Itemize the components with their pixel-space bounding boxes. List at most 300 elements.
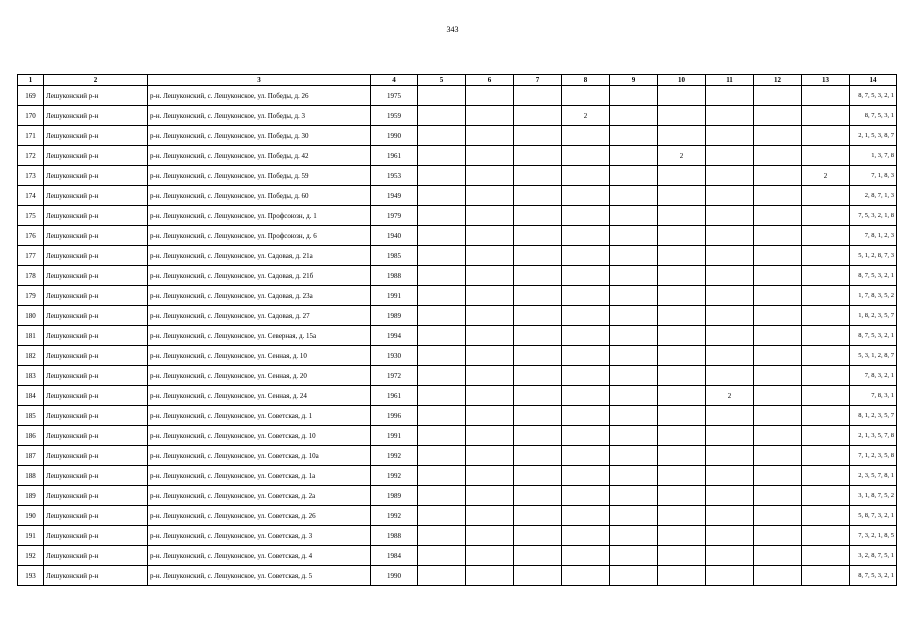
- district-cell: Лешуконский р-н: [44, 566, 148, 586]
- value-cell-5: [418, 526, 466, 546]
- value-cell-13: [802, 526, 850, 546]
- value-cell-9: [610, 506, 658, 526]
- year-cell: 1989: [371, 486, 418, 506]
- value-cell-11: [706, 86, 754, 106]
- year-cell: 1984: [371, 546, 418, 566]
- value-cell-11: [706, 266, 754, 286]
- value-cell-8: [562, 126, 610, 146]
- value-cell-13: [802, 286, 850, 306]
- year-cell: 1990: [371, 126, 418, 146]
- year-cell: 1949: [371, 186, 418, 206]
- row-number-cell: 174: [18, 186, 44, 206]
- value-cell-12: [754, 146, 802, 166]
- value-cell-6: [466, 306, 514, 326]
- district-cell: Лешуконский р-н: [44, 226, 148, 246]
- value-cell-13: [802, 126, 850, 146]
- value-cell-6: [466, 546, 514, 566]
- sequence-cell: 1, 3, 7, 8: [850, 146, 897, 166]
- value-cell-8: [562, 506, 610, 526]
- value-cell-9: [610, 386, 658, 406]
- value-cell-13: [802, 206, 850, 226]
- value-cell-12: [754, 486, 802, 506]
- value-cell-11: [706, 526, 754, 546]
- district-cell: Лешуконский р-н: [44, 206, 148, 226]
- value-cell-6: [466, 426, 514, 446]
- value-cell-11: [706, 366, 754, 386]
- value-cell-8: [562, 426, 610, 446]
- value-cell-5: [418, 546, 466, 566]
- value-cell-6: [466, 386, 514, 406]
- address-cell: р-н. Лешуконский, с. Лешуконское, ул. Сенная, д. 20: [148, 366, 371, 386]
- address-cell: р-н. Лешуконский, с. Лешуконское, ул. Сенная, д. 24: [148, 386, 371, 406]
- value-cell-8: [562, 406, 610, 426]
- district-cell: Лешуконский р-н: [44, 346, 148, 366]
- row-number-cell: 182: [18, 346, 44, 366]
- value-cell-12: [754, 386, 802, 406]
- table-row: [18, 406, 897, 426]
- year-cell: 1940: [371, 226, 418, 246]
- value-cell-12: [754, 206, 802, 226]
- row-number-cell: 185: [18, 406, 44, 426]
- value-cell-7: [514, 386, 562, 406]
- row-number-cell: 179: [18, 286, 44, 306]
- year-cell: 1930: [371, 346, 418, 366]
- year-cell: 1989: [371, 306, 418, 326]
- value-cell-7: [514, 286, 562, 306]
- address-cell: р-н. Лешуконский, с. Лешуконское, ул. Профсоюзн, д. 6: [148, 226, 371, 246]
- value-cell-11: [706, 426, 754, 446]
- value-cell-8: [562, 166, 610, 186]
- address-cell: р-н. Лешуконский, с. Лешуконское, ул. Советская, д. 2а: [148, 486, 371, 506]
- value-cell-11: [706, 566, 754, 586]
- year-cell: 1992: [371, 446, 418, 466]
- year-cell: 1985: [371, 246, 418, 266]
- column-header-4: 4: [371, 75, 418, 86]
- district-cell: Лешуконский р-н: [44, 266, 148, 286]
- registry-table: [17, 74, 897, 586]
- value-cell-5: [418, 306, 466, 326]
- row-number-cell: 189: [18, 486, 44, 506]
- value-cell-6: [466, 366, 514, 386]
- sequence-cell: 5, 1, 2, 8, 7, 3: [850, 246, 897, 266]
- address-cell: р-н. Лешуконский, с. Лешуконское, ул. Победы, д. 30: [148, 126, 371, 146]
- value-cell-6: [466, 146, 514, 166]
- column-header-5: 5: [418, 75, 466, 86]
- value-cell-13: [802, 546, 850, 566]
- value-cell-10: [658, 166, 706, 186]
- value-cell-5: [418, 286, 466, 306]
- column-header-3: 3: [148, 75, 371, 86]
- value-cell-12: [754, 226, 802, 246]
- value-cell-8: [562, 486, 610, 506]
- sequence-cell: 3, 2, 8, 7, 5, 1: [850, 546, 897, 566]
- value-cell-10: [658, 186, 706, 206]
- value-cell-11: [706, 106, 754, 126]
- address-cell: р-н. Лешуконский, с. Лешуконское, ул. Садовая, д. 21б: [148, 266, 371, 286]
- district-cell: Лешуконский р-н: [44, 306, 148, 326]
- value-cell-12: [754, 446, 802, 466]
- value-cell-8: [562, 446, 610, 466]
- value-cell-8: [562, 146, 610, 166]
- value-cell-6: [466, 406, 514, 426]
- address-cell: р-н. Лешуконский, с. Лешуконское, ул. Советская, д. 1а: [148, 466, 371, 486]
- value-cell-11: [706, 466, 754, 486]
- value-cell-5: [418, 166, 466, 186]
- value-cell-10: [658, 486, 706, 506]
- district-cell: Лешуконский р-н: [44, 466, 148, 486]
- value-cell-10: [658, 566, 706, 586]
- table-row: [18, 506, 897, 526]
- table-row: [18, 206, 897, 226]
- value-cell-5: [418, 566, 466, 586]
- value-cell-7: [514, 526, 562, 546]
- value-cell-9: [610, 166, 658, 186]
- row-number-cell: 176: [18, 226, 44, 246]
- sequence-cell: 8, 7, 5, 3, 1: [850, 106, 897, 126]
- value-cell-7: [514, 506, 562, 526]
- value-cell-11: [706, 546, 754, 566]
- value-cell-13: [802, 106, 850, 126]
- value-cell-7: [514, 546, 562, 566]
- district-cell: Лешуконский р-н: [44, 366, 148, 386]
- value-cell-8: [562, 346, 610, 366]
- row-number-cell: 187: [18, 446, 44, 466]
- value-cell-6: [466, 486, 514, 506]
- value-cell-9: [610, 426, 658, 446]
- page-number: 343: [446, 25, 459, 34]
- value-cell-9: [610, 306, 658, 326]
- row-number-cell: 171: [18, 126, 44, 146]
- column-header-14: 14: [850, 75, 897, 86]
- value-cell-7: [514, 226, 562, 246]
- value-cell-6: [466, 346, 514, 366]
- district-cell: Лешуконский р-н: [44, 426, 148, 446]
- value-cell-9: [610, 146, 658, 166]
- table-row: [18, 486, 897, 506]
- value-cell-6: [466, 506, 514, 526]
- value-cell-11: [706, 406, 754, 426]
- district-cell: Лешуконский р-н: [44, 126, 148, 146]
- value-cell-12: [754, 286, 802, 306]
- value-cell-6: [466, 86, 514, 106]
- column-header-6: 6: [466, 75, 514, 86]
- district-cell: Лешуконский р-н: [44, 526, 148, 546]
- value-cell-7: [514, 466, 562, 486]
- table-row: [18, 306, 897, 326]
- value-cell-7: [514, 266, 562, 286]
- row-number-cell: 191: [18, 526, 44, 546]
- address-cell: р-н. Лешуконский, с. Лешуконское, ул. Победы, д. 42: [148, 146, 371, 166]
- value-cell-13: [802, 326, 850, 346]
- value-cell-12: [754, 466, 802, 486]
- column-header-7: 7: [514, 75, 562, 86]
- sequence-cell: 5, 8, 7, 3, 2, 1: [850, 506, 897, 526]
- value-cell-8: [562, 386, 610, 406]
- value-cell-7: [514, 106, 562, 126]
- value-cell-8: [562, 286, 610, 306]
- value-cell-12: [754, 526, 802, 546]
- sequence-cell: 2, 1, 5, 3, 8, 7: [850, 126, 897, 146]
- value-cell-6: [466, 566, 514, 586]
- value-cell-7: [514, 446, 562, 466]
- value-cell-10: [658, 406, 706, 426]
- value-cell-11: [706, 446, 754, 466]
- value-cell-9: [610, 486, 658, 506]
- value-cell-10: [658, 546, 706, 566]
- table-row: [18, 166, 897, 186]
- value-cell-10: 2: [658, 146, 706, 166]
- table-row: [18, 366, 897, 386]
- value-cell-8: [562, 466, 610, 486]
- value-cell-9: [610, 526, 658, 546]
- year-cell: 1972: [371, 366, 418, 386]
- value-cell-9: [610, 366, 658, 386]
- table-row: [18, 266, 897, 286]
- year-cell: 1990: [371, 566, 418, 586]
- address-cell: р-н. Лешуконский, с. Лешуконское, ул. Советская, д. 5: [148, 566, 371, 586]
- value-cell-13: [802, 246, 850, 266]
- sequence-cell: 8, 7, 5, 3, 2, 1: [850, 86, 897, 106]
- value-cell-5: [418, 366, 466, 386]
- address-cell: р-н. Лешуконский, с. Лешуконское, ул. Советская, д. 1: [148, 406, 371, 426]
- value-cell-5: [418, 386, 466, 406]
- value-cell-10: [658, 466, 706, 486]
- row-number-cell: 169: [18, 86, 44, 106]
- value-cell-13: [802, 506, 850, 526]
- value-cell-10: [658, 226, 706, 246]
- district-cell: Лешуконский р-н: [44, 146, 148, 166]
- address-cell: р-н. Лешуконский, с. Лешуконское, ул. Садовая, д. 23а: [148, 286, 371, 306]
- value-cell-5: [418, 346, 466, 366]
- value-cell-7: [514, 186, 562, 206]
- address-cell: р-н. Лешуконский, с. Лешуконское, ул. Советская, д. 3: [148, 526, 371, 546]
- value-cell-13: [802, 186, 850, 206]
- table-row: [18, 346, 897, 366]
- sequence-cell: 8, 1, 2, 3, 5, 7: [850, 406, 897, 426]
- value-cell-12: [754, 266, 802, 286]
- value-cell-9: [610, 226, 658, 246]
- value-cell-5: [418, 226, 466, 246]
- value-cell-12: [754, 326, 802, 346]
- table-row: [18, 566, 897, 586]
- district-cell: Лешуконский р-н: [44, 106, 148, 126]
- value-cell-11: [706, 506, 754, 526]
- sequence-cell: 7, 3, 2, 1, 8, 5: [850, 526, 897, 546]
- value-cell-9: [610, 106, 658, 126]
- value-cell-13: [802, 486, 850, 506]
- sequence-cell: 2, 1, 3, 5, 7, 8: [850, 426, 897, 446]
- district-cell: Лешуконский р-н: [44, 486, 148, 506]
- value-cell-10: [658, 366, 706, 386]
- column-header-10: 10: [658, 75, 706, 86]
- value-cell-8: [562, 326, 610, 346]
- value-cell-9: [610, 546, 658, 566]
- value-cell-9: [610, 286, 658, 306]
- value-cell-9: [610, 466, 658, 486]
- value-cell-8: [562, 546, 610, 566]
- value-cell-10: [658, 286, 706, 306]
- sequence-cell: 7, 8, 3, 1: [850, 386, 897, 406]
- row-number-cell: 183: [18, 366, 44, 386]
- value-cell-7: [514, 86, 562, 106]
- address-cell: р-н. Лешуконский, с. Лешуконское, ул. Победы, д. 60: [148, 186, 371, 206]
- value-cell-12: [754, 426, 802, 446]
- sequence-cell: 7, 8, 3, 2, 1: [850, 366, 897, 386]
- value-cell-5: [418, 146, 466, 166]
- table-row: [18, 246, 897, 266]
- value-cell-11: [706, 146, 754, 166]
- district-cell: Лешуконский р-н: [44, 386, 148, 406]
- year-cell: 1961: [371, 386, 418, 406]
- value-cell-6: [466, 226, 514, 246]
- sequence-cell: 1, 8, 2, 3, 5, 7: [850, 306, 897, 326]
- value-cell-10: [658, 246, 706, 266]
- value-cell-9: [610, 326, 658, 346]
- value-cell-8: [562, 526, 610, 546]
- value-cell-6: [466, 326, 514, 346]
- value-cell-5: [418, 266, 466, 286]
- value-cell-10: [658, 126, 706, 146]
- value-cell-7: [514, 166, 562, 186]
- value-cell-6: [466, 206, 514, 226]
- year-cell: 1975: [371, 86, 418, 106]
- year-cell: 1953: [371, 166, 418, 186]
- value-cell-13: [802, 466, 850, 486]
- district-cell: Лешуконский р-н: [44, 286, 148, 306]
- value-cell-5: [418, 406, 466, 426]
- value-cell-6: [466, 446, 514, 466]
- value-cell-11: 2: [706, 386, 754, 406]
- value-cell-11: [706, 246, 754, 266]
- value-cell-12: [754, 366, 802, 386]
- value-cell-8: [562, 206, 610, 226]
- table-row: [18, 466, 897, 486]
- row-number-cell: 177: [18, 246, 44, 266]
- value-cell-9: [610, 126, 658, 146]
- value-cell-7: [514, 146, 562, 166]
- row-number-cell: 193: [18, 566, 44, 586]
- row-number-cell: 180: [18, 306, 44, 326]
- table-row: [18, 106, 897, 126]
- year-cell: 1988: [371, 266, 418, 286]
- table-row: [18, 326, 897, 346]
- sequence-cell: 8, 7, 5, 3, 2, 1: [850, 266, 897, 286]
- value-cell-6: [466, 266, 514, 286]
- value-cell-6: [466, 246, 514, 266]
- column-header-11: 11: [706, 75, 754, 86]
- column-header-9: 9: [610, 75, 658, 86]
- district-cell: Лешуконский р-н: [44, 406, 148, 426]
- table-row: [18, 286, 897, 306]
- value-cell-12: [754, 346, 802, 366]
- value-cell-10: [658, 346, 706, 366]
- value-cell-9: [610, 406, 658, 426]
- value-cell-12: [754, 126, 802, 146]
- address-cell: р-н. Лешуконский, с. Лешуконское, ул. Советская, д. 10а: [148, 446, 371, 466]
- value-cell-13: [802, 266, 850, 286]
- column-header-8: 8: [562, 75, 610, 86]
- value-cell-8: [562, 226, 610, 246]
- sequence-cell: 8, 7, 5, 3, 2, 1: [850, 566, 897, 586]
- value-cell-7: [514, 306, 562, 326]
- row-number-cell: 170: [18, 106, 44, 126]
- value-cell-8: [562, 366, 610, 386]
- district-cell: Лешуконский р-н: [44, 326, 148, 346]
- value-cell-5: [418, 506, 466, 526]
- value-cell-5: [418, 426, 466, 446]
- value-cell-9: [610, 346, 658, 366]
- value-cell-6: [466, 126, 514, 146]
- district-cell: Лешуконский р-н: [44, 446, 148, 466]
- value-cell-11: [706, 186, 754, 206]
- value-cell-13: [802, 366, 850, 386]
- value-cell-7: [514, 326, 562, 346]
- value-cell-5: [418, 486, 466, 506]
- value-cell-6: [466, 166, 514, 186]
- value-cell-11: [706, 126, 754, 146]
- row-number-cell: 188: [18, 466, 44, 486]
- year-cell: 1979: [371, 206, 418, 226]
- value-cell-13: [802, 386, 850, 406]
- value-cell-6: [466, 526, 514, 546]
- value-cell-5: [418, 326, 466, 346]
- value-cell-10: [658, 386, 706, 406]
- row-number-cell: 173: [18, 166, 44, 186]
- address-cell: р-н. Лешуконский, с. Лешуконское, ул. Советская, д. 10: [148, 426, 371, 446]
- row-number-cell: 175: [18, 206, 44, 226]
- row-number-cell: 172: [18, 146, 44, 166]
- value-cell-6: [466, 286, 514, 306]
- sequence-cell: 1, 7, 8, 3, 5, 2: [850, 286, 897, 306]
- value-cell-13: [802, 446, 850, 466]
- value-cell-12: [754, 546, 802, 566]
- address-cell: р-н. Лешуконский, с. Лешуконское, ул. Победы, д. 3: [148, 106, 371, 126]
- value-cell-10: [658, 306, 706, 326]
- sequence-cell: 7, 8, 1, 2, 3: [850, 226, 897, 246]
- district-cell: Лешуконский р-н: [44, 186, 148, 206]
- value-cell-8: [562, 566, 610, 586]
- header-row: [18, 75, 897, 86]
- value-cell-11: [706, 346, 754, 366]
- district-cell: Лешуконский р-н: [44, 246, 148, 266]
- table-row: [18, 226, 897, 246]
- district-cell: Лешуконский р-н: [44, 546, 148, 566]
- value-cell-9: [610, 566, 658, 586]
- district-cell: Лешуконский р-н: [44, 506, 148, 526]
- year-cell: 1959: [371, 106, 418, 126]
- address-cell: р-н. Лешуконский, с. Лешуконское, ул. Советская, д. 4: [148, 546, 371, 566]
- row-number-cell: 190: [18, 506, 44, 526]
- table-row: [18, 546, 897, 566]
- year-cell: 1991: [371, 286, 418, 306]
- value-cell-5: [418, 246, 466, 266]
- value-cell-10: [658, 326, 706, 346]
- value-cell-9: [610, 206, 658, 226]
- value-cell-12: [754, 166, 802, 186]
- value-cell-7: [514, 486, 562, 506]
- value-cell-12: [754, 246, 802, 266]
- value-cell-10: [658, 106, 706, 126]
- year-cell: 1992: [371, 506, 418, 526]
- column-header-1: 1: [18, 75, 44, 86]
- value-cell-5: [418, 106, 466, 126]
- district-cell: Лешуконский р-н: [44, 166, 148, 186]
- value-cell-8: [562, 266, 610, 286]
- value-cell-5: [418, 466, 466, 486]
- value-cell-7: [514, 426, 562, 446]
- value-cell-6: [466, 186, 514, 206]
- value-cell-10: [658, 206, 706, 226]
